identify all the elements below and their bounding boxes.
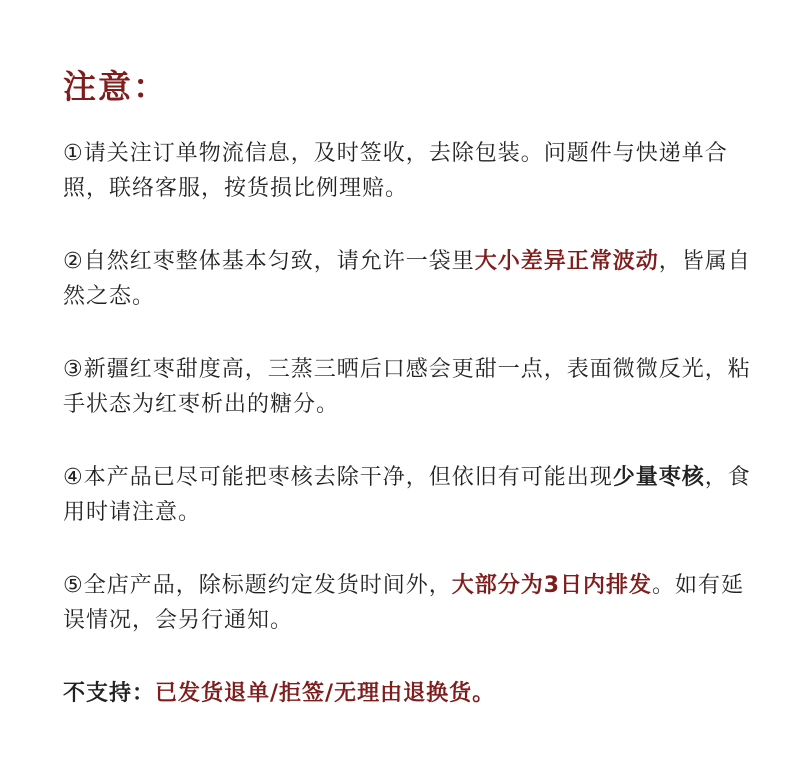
notice-item-1 xyxy=(63,136,763,206)
notice-footer xyxy=(63,676,763,711)
notice-item-3-text: ③新疆红枣甜度高，三蒸三晒后口感会更甜一点，表面微微反光，粘手状态为红枣析出的糖分。 xyxy=(63,357,751,417)
notice-item-5-text-end: 。如有延误情况，会另行通知。 xyxy=(63,573,745,633)
notice-item-4-bold: 少量枣核 xyxy=(612,465,705,490)
notice-item-4-text-start: ④本产品已尽可能把枣核去除干净，但依旧有可能出现 xyxy=(63,465,613,490)
notice-item-2 xyxy=(63,244,763,314)
notice-item-5-text-start: ⑤全店产品，除标题约定发货时间外， xyxy=(63,573,452,598)
notice-item-3 xyxy=(63,352,763,422)
notice-item-4-text-end: ，食用时请注意。 xyxy=(63,465,751,525)
notice-footer-highlight: 已发货退单/拒签/无理由退换货。 xyxy=(155,681,496,706)
notice-footer-label: 不支持： xyxy=(63,681,156,706)
notice-item-1-text: ①请关注订单物流信息，及时签收，去除包装。问题件与快递单合照，联络客服，按货损比例理赔。 xyxy=(63,141,728,201)
notice-item-2-text-start: ②自然红枣整体基本匀致，请允许一袋里 xyxy=(63,249,475,274)
notice-item-4 xyxy=(63,460,763,530)
notice-item-2-text-end: ，皆属自然之态。 xyxy=(63,249,751,309)
notice-title: 注意： xyxy=(63,67,168,106)
notice-item-5 xyxy=(63,568,763,638)
notice-item-2-highlight: 大小差异正常波动 xyxy=(474,249,659,274)
notice-item-5-highlight: 大部分为3日内排发 xyxy=(451,573,653,598)
